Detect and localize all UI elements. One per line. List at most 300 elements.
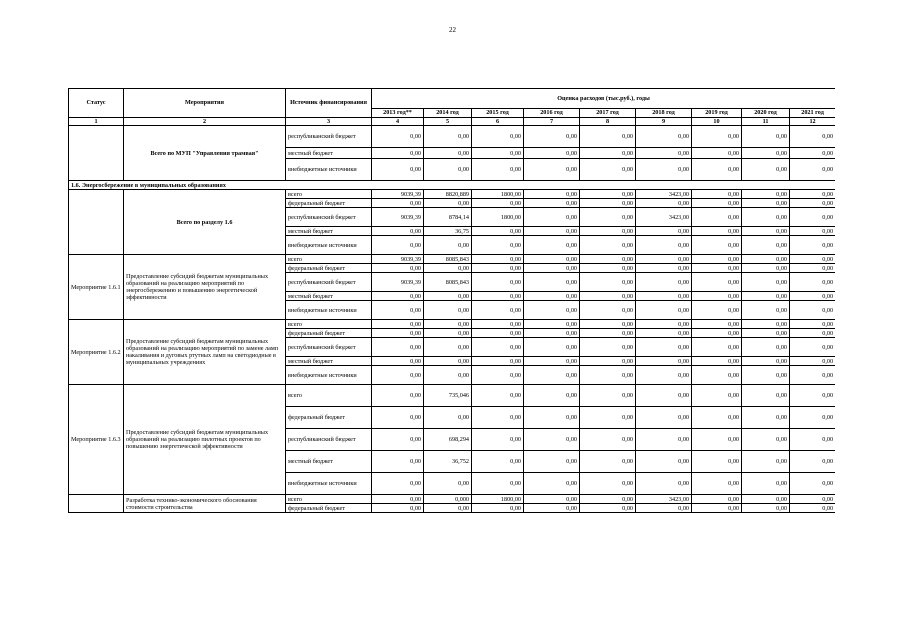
source-cell: федеральный бюджет (286, 199, 372, 208)
value-cell: 0,00 (580, 255, 636, 264)
measure-cell: Предоставление субсидий бюджетам муниципальных образований на реализацию мероприятий по энергосбережению и повышению энергетической эффективности (124, 255, 286, 320)
source-cell: республиканский бюджет (286, 338, 372, 357)
source-cell: внебюджетные источники (286, 301, 372, 320)
value-cell: 0,00 (742, 407, 790, 429)
value-cell: 0,00 (580, 320, 636, 329)
header-index: 4 (372, 118, 424, 126)
status-cell: Мероприятие 1.6.3 (69, 385, 124, 495)
value-cell: 0,00 (372, 292, 424, 301)
value-cell: 0,00 (636, 338, 692, 357)
value-cell: 0,00 (472, 451, 524, 473)
source-cell: местный бюджет (286, 227, 372, 236)
value-cell: 0,00 (692, 273, 742, 292)
value-cell: 0,00 (636, 159, 692, 181)
value-cell: 0,00 (424, 329, 472, 338)
value-cell: 0,00 (372, 227, 424, 236)
value-cell: 0,00 (692, 429, 742, 451)
value-cell: 0,00 (472, 301, 524, 320)
value-cell: 0,00 (742, 273, 790, 292)
header-year: 2019 год (692, 109, 742, 118)
header-index: 9 (636, 118, 692, 126)
value-cell: 0,00 (372, 320, 424, 329)
value-cell: 0,00 (580, 429, 636, 451)
value-cell: 8085,843 (424, 273, 472, 292)
table-row (69, 385, 836, 407)
source-cell: всего (286, 495, 372, 504)
value-cell: 0,00 (524, 208, 580, 227)
value-cell: 0,00 (524, 357, 580, 366)
value-cell: 0,00 (424, 301, 472, 320)
source-cell: всего (286, 385, 372, 407)
header-index: 10 (692, 118, 742, 126)
value-cell: 0,00 (692, 451, 742, 473)
status-cell: Мероприятие 1.6.1 (69, 255, 124, 320)
value-cell: 0,00 (472, 320, 524, 329)
source-cell: республиканский бюджет (286, 273, 372, 292)
value-cell: 0,00 (742, 320, 790, 329)
value-cell: 0,00 (636, 236, 692, 255)
page-number: 22 (449, 26, 456, 34)
value-cell: 0,00 (424, 126, 472, 148)
value-cell: 0,00 (580, 199, 636, 208)
value-cell: 0,00 (742, 159, 790, 181)
value-cell: 36,752 (424, 451, 472, 473)
value-cell: 0,00 (524, 159, 580, 181)
value-cell: 9039,39 (372, 255, 424, 264)
measure-cell: Разработка технико-экономического обоснования стоимости строительства (124, 495, 286, 513)
value-cell: 1800,00 (472, 208, 524, 227)
value-cell: 0,00 (692, 504, 742, 513)
value-cell: 9039,39 (372, 208, 424, 227)
value-cell: 0,00 (742, 190, 790, 199)
value-cell: 0,00 (580, 273, 636, 292)
header-year: 2017 год (580, 109, 636, 118)
header-index: 1 (69, 118, 124, 126)
value-cell: 0,00 (524, 264, 580, 273)
header-year: 2014 год (424, 109, 472, 118)
value-cell: 8784,14 (424, 208, 472, 227)
value-cell: 0,00 (790, 451, 836, 473)
value-cell: 0,00 (372, 301, 424, 320)
value-cell: 0,00 (692, 320, 742, 329)
value-cell: 0,00 (524, 329, 580, 338)
header-status: Статус (69, 89, 124, 118)
value-cell: 0,00 (524, 148, 580, 159)
value-cell: 0,00 (524, 366, 580, 385)
value-cell: 0,00 (580, 385, 636, 407)
value-cell: 0,00 (580, 504, 636, 513)
value-cell: 0,00 (790, 227, 836, 236)
value-cell: 0,00 (742, 329, 790, 338)
value-cell: 0,00 (790, 504, 836, 513)
value-cell: 0,00 (790, 301, 836, 320)
value-cell: 0,00 (424, 264, 472, 273)
value-cell: 3423,00 (636, 208, 692, 227)
value-cell: 0,00 (424, 320, 472, 329)
value-cell: 0,00 (372, 451, 424, 473)
value-cell: 0,00 (692, 407, 742, 429)
value-cell: 0,00 (472, 255, 524, 264)
value-cell: 0,00 (790, 199, 836, 208)
status-cell: Мероприятие 1.6.2 (69, 320, 124, 385)
header-year: 2016 год (524, 109, 580, 118)
value-cell: 0,00 (524, 504, 580, 513)
source-cell: внебюджетные источники (286, 366, 372, 385)
value-cell: 0,00 (692, 301, 742, 320)
value-cell: 0,00 (524, 451, 580, 473)
value-cell: 0,00 (742, 208, 790, 227)
value-cell: 0,00 (790, 255, 836, 264)
value-cell: 0,00 (790, 292, 836, 301)
value-cell: 0,00 (424, 504, 472, 513)
value-cell: 0,00 (372, 429, 424, 451)
value-cell: 0,00 (636, 320, 692, 329)
status-cell (69, 190, 124, 255)
budget-table-container (68, 88, 835, 550)
source-cell: всего (286, 190, 372, 199)
value-cell: 0,00 (692, 473, 742, 495)
header-index: 5 (424, 118, 472, 126)
value-cell: 0,00 (742, 495, 790, 504)
value-cell: 0,00 (692, 329, 742, 338)
value-cell: 0,00 (742, 148, 790, 159)
value-cell: 0,00 (790, 407, 836, 429)
source-cell: федеральный бюджет (286, 407, 372, 429)
source-cell: местный бюджет (286, 357, 372, 366)
budget-table (68, 88, 835, 513)
value-cell: 0,00 (580, 208, 636, 227)
source-cell: внебюджетные источники (286, 236, 372, 255)
source-cell: всего (286, 320, 372, 329)
value-cell: 0,00 (580, 227, 636, 236)
value-cell: 0,00 (580, 357, 636, 366)
value-cell: 0,00 (580, 366, 636, 385)
measure-cell: Предоставление субсидий бюджетам муниципальных образований на реализацию мероприятий по замене ламп накаливания и дуговых ртутных ламп на светодиодные в муниципальных учреждениях (124, 320, 286, 385)
value-cell: 0,00 (790, 329, 836, 338)
value-cell: 0,00 (636, 429, 692, 451)
value-cell: 0,00 (636, 451, 692, 473)
table-row (69, 495, 836, 504)
value-cell: 0,00 (636, 273, 692, 292)
measure-cell: Всего по МУП "Управления трамвая" (124, 126, 286, 181)
value-cell: 9039,39 (372, 190, 424, 199)
value-cell: 0,00 (472, 429, 524, 451)
value-cell: 0,00 (472, 236, 524, 255)
value-cell: 0,00 (636, 301, 692, 320)
value-cell: 0,00 (790, 148, 836, 159)
table-body (69, 126, 836, 513)
value-cell: 0,00 (692, 227, 742, 236)
value-cell: 0,00 (472, 273, 524, 292)
source-cell: республиканский бюджет (286, 429, 372, 451)
value-cell: 0,00 (580, 473, 636, 495)
value-cell: 0,00 (790, 159, 836, 181)
value-cell: 0,00 (524, 473, 580, 495)
value-cell: 0,00 (472, 504, 524, 513)
value-cell: 0,00 (580, 338, 636, 357)
value-cell: 0,00 (472, 227, 524, 236)
value-cell: 0,00 (372, 504, 424, 513)
value-cell: 0,00 (790, 366, 836, 385)
value-cell: 1800,00 (472, 190, 524, 199)
value-cell: 0,00 (524, 495, 580, 504)
value-cell: 0,00 (742, 199, 790, 208)
value-cell: 0,00 (580, 159, 636, 181)
value-cell: 0,00 (742, 126, 790, 148)
value-cell: 0,00 (692, 148, 742, 159)
value-cell: 0,00 (742, 504, 790, 513)
value-cell: 0,00 (636, 385, 692, 407)
value-cell: 0,00 (472, 264, 524, 273)
header-index: 2 (124, 118, 286, 126)
value-cell: 0,00 (524, 385, 580, 407)
value-cell: 0,00 (580, 264, 636, 273)
header-index: 12 (790, 118, 836, 126)
value-cell: 0,00 (524, 273, 580, 292)
value-cell: 3423,00 (636, 190, 692, 199)
value-cell: 1800,00 (472, 495, 524, 504)
value-cell: 0,00 (636, 255, 692, 264)
value-cell: 0,00 (580, 329, 636, 338)
value-cell: 8085,843 (424, 255, 472, 264)
header-year: 2013 год** (372, 109, 424, 118)
value-cell: 0,00 (790, 320, 836, 329)
source-cell: республиканский бюджет (286, 126, 372, 148)
value-cell: 0,00 (742, 473, 790, 495)
header-measures: Мероприятия (124, 89, 286, 118)
header-source: Источник финансирования (286, 89, 372, 118)
source-cell: местный бюджет (286, 148, 372, 159)
header-index: 11 (742, 118, 790, 126)
value-cell: 0,00 (372, 264, 424, 273)
source-cell: всего (286, 255, 372, 264)
value-cell: 0,00 (580, 148, 636, 159)
value-cell: 0,00 (424, 199, 472, 208)
value-cell: 0,00 (372, 357, 424, 366)
value-cell: 0,00 (790, 495, 836, 504)
value-cell: 0,00 (692, 385, 742, 407)
value-cell: 0,00 (742, 429, 790, 451)
value-cell: 0,00 (424, 338, 472, 357)
value-cell: 0,00 (524, 255, 580, 264)
value-cell: 0,00 (472, 473, 524, 495)
value-cell: 0,00 (472, 338, 524, 357)
value-cell: 0,00 (790, 429, 836, 451)
value-cell: 0,00 (372, 126, 424, 148)
value-cell: 0,00 (580, 190, 636, 199)
source-cell: федеральный бюджет (286, 504, 372, 513)
value-cell: 0,00 (372, 148, 424, 159)
value-cell: 0,00 (636, 407, 692, 429)
measure-cell: Всего по разделу 1.6 (124, 190, 286, 255)
value-cell: 0,00 (636, 199, 692, 208)
status-cell (69, 126, 124, 181)
value-cell: 0,00 (790, 208, 836, 227)
value-cell: 0,00 (372, 385, 424, 407)
value-cell: 0,00 (742, 338, 790, 357)
value-cell: 0,00 (372, 199, 424, 208)
value-cell: 0,00 (742, 451, 790, 473)
section-row (69, 181, 836, 190)
value-cell: 0,00 (472, 385, 524, 407)
value-cell: 0,00 (472, 159, 524, 181)
value-cell: 0,00 (524, 338, 580, 357)
value-cell: 0,00 (790, 126, 836, 148)
value-cell: 0,00 (790, 236, 836, 255)
value-cell: 3423,00 (636, 495, 692, 504)
value-cell: 0,00 (790, 264, 836, 273)
value-cell: 0,00 (692, 199, 742, 208)
source-cell: федеральный бюджет (286, 329, 372, 338)
measure-cell: Предоставление субсидий бюджетам муниципальных образований на реализацию пилотных проектов по повышению энергетической эффективности (124, 385, 286, 495)
source-cell: местный бюджет (286, 292, 372, 301)
header-year: 2015 год (472, 109, 524, 118)
value-cell: 0,00 (424, 357, 472, 366)
value-cell: 0,00 (636, 357, 692, 366)
value-cell: 0,00 (472, 148, 524, 159)
value-cell: 0,00 (424, 236, 472, 255)
source-cell: местный бюджет (286, 451, 372, 473)
value-cell: 0,00 (692, 236, 742, 255)
value-cell: 698,294 (424, 429, 472, 451)
value-cell: 0,00 (472, 357, 524, 366)
value-cell: 0,00 (424, 292, 472, 301)
value-cell: 0,00 (790, 273, 836, 292)
source-cell: внебюджетные источники (286, 159, 372, 181)
header-estimate: Оценка расходов (тыс.руб.), годы (372, 89, 836, 109)
value-cell: 0,00 (692, 255, 742, 264)
table-row (69, 190, 836, 199)
value-cell: 0,00 (472, 407, 524, 429)
value-cell: 0,00 (524, 190, 580, 199)
value-cell: 0,00 (524, 429, 580, 451)
value-cell: 0,00 (742, 227, 790, 236)
value-cell: 0,00 (472, 366, 524, 385)
section-title: 1.6. Энергосбережение в муниципальных образованиях (69, 181, 836, 190)
value-cell: 0,00 (742, 366, 790, 385)
value-cell: 0,00 (524, 236, 580, 255)
source-cell: внебюджетные источники (286, 473, 372, 495)
value-cell: 9039,39 (372, 273, 424, 292)
value-cell: 0,00 (424, 407, 472, 429)
value-cell: 0,00 (524, 301, 580, 320)
value-cell: 0,00 (424, 366, 472, 385)
value-cell: 0,00 (580, 236, 636, 255)
value-cell: 0,00 (424, 148, 472, 159)
value-cell: 0,00 (790, 338, 836, 357)
value-cell: 0,00 (636, 126, 692, 148)
value-cell: 0,00 (636, 329, 692, 338)
value-cell: 0,00 (790, 190, 836, 199)
value-cell: 0,00 (790, 473, 836, 495)
value-cell: 0,00 (790, 357, 836, 366)
table-row (69, 126, 836, 148)
header-year: 2018 год (636, 109, 692, 118)
value-cell: 8820,889 (424, 190, 472, 199)
value-cell: 0,00 (636, 366, 692, 385)
value-cell: 0,00 (424, 473, 472, 495)
value-cell: 0,00 (692, 366, 742, 385)
header-index: 8 (580, 118, 636, 126)
header-index-row (69, 118, 836, 126)
value-cell: 0,00 (742, 292, 790, 301)
value-cell: 0,00 (580, 407, 636, 429)
value-cell: 0,00 (472, 199, 524, 208)
value-cell: 0,00 (636, 264, 692, 273)
value-cell: 0,00 (692, 338, 742, 357)
value-cell: 0,00 (636, 504, 692, 513)
value-cell: 0,00 (580, 292, 636, 301)
value-cell: 0,00 (742, 264, 790, 273)
value-cell: 0,00 (692, 357, 742, 366)
header-year: 2020 год (742, 109, 790, 118)
header-year: 2021 год (790, 109, 836, 118)
value-cell: 0,00 (424, 159, 472, 181)
value-cell: 0,00 (636, 227, 692, 236)
value-cell: 0,00 (472, 329, 524, 338)
value-cell: 0,00 (472, 292, 524, 301)
value-cell: 0,00 (742, 357, 790, 366)
value-cell: 0,00 (372, 329, 424, 338)
value-cell: 0,00 (524, 320, 580, 329)
value-cell: 0,00 (580, 301, 636, 320)
value-cell: 0,00 (580, 126, 636, 148)
value-cell: 0,00 (472, 126, 524, 148)
value-cell: 0,00 (372, 407, 424, 429)
value-cell: 0,00 (372, 495, 424, 504)
source-cell: федеральный бюджет (286, 264, 372, 273)
header-index: 3 (286, 118, 372, 126)
value-cell: 735,046 (424, 385, 472, 407)
value-cell: 0,00 (636, 292, 692, 301)
table-header (69, 89, 836, 126)
value-cell: 0,00 (692, 495, 742, 504)
value-cell: 0,00 (692, 292, 742, 301)
value-cell: 0,00 (372, 366, 424, 385)
value-cell: 0,00 (742, 301, 790, 320)
value-cell: 0,00 (692, 208, 742, 227)
value-cell: 0,00 (372, 473, 424, 495)
source-cell: республиканский бюджет (286, 208, 372, 227)
value-cell: 36,75 (424, 227, 472, 236)
value-cell: 0,00 (580, 451, 636, 473)
header-index: 6 (472, 118, 524, 126)
value-cell: 0,00 (524, 126, 580, 148)
value-cell: 0,00 (524, 292, 580, 301)
value-cell: 0,00 (524, 199, 580, 208)
value-cell: 0,00 (372, 159, 424, 181)
value-cell: 0,00 (742, 255, 790, 264)
value-cell: 0,00 (692, 264, 742, 273)
value-cell: 0,00 (636, 148, 692, 159)
table-row (69, 255, 836, 264)
value-cell: 0,00 (692, 190, 742, 199)
value-cell: 0,000 (424, 495, 472, 504)
value-cell: 0,00 (636, 473, 692, 495)
value-cell: 0,00 (524, 227, 580, 236)
value-cell: 0,00 (742, 385, 790, 407)
value-cell: 0,00 (524, 407, 580, 429)
value-cell: 0,00 (580, 495, 636, 504)
value-cell: 0,00 (692, 126, 742, 148)
status-cell (69, 495, 124, 513)
value-cell: 0,00 (790, 385, 836, 407)
table-row (69, 320, 836, 329)
value-cell: 0,00 (692, 159, 742, 181)
value-cell: 0,00 (372, 338, 424, 357)
header-index: 7 (524, 118, 580, 126)
value-cell: 0,00 (372, 236, 424, 255)
